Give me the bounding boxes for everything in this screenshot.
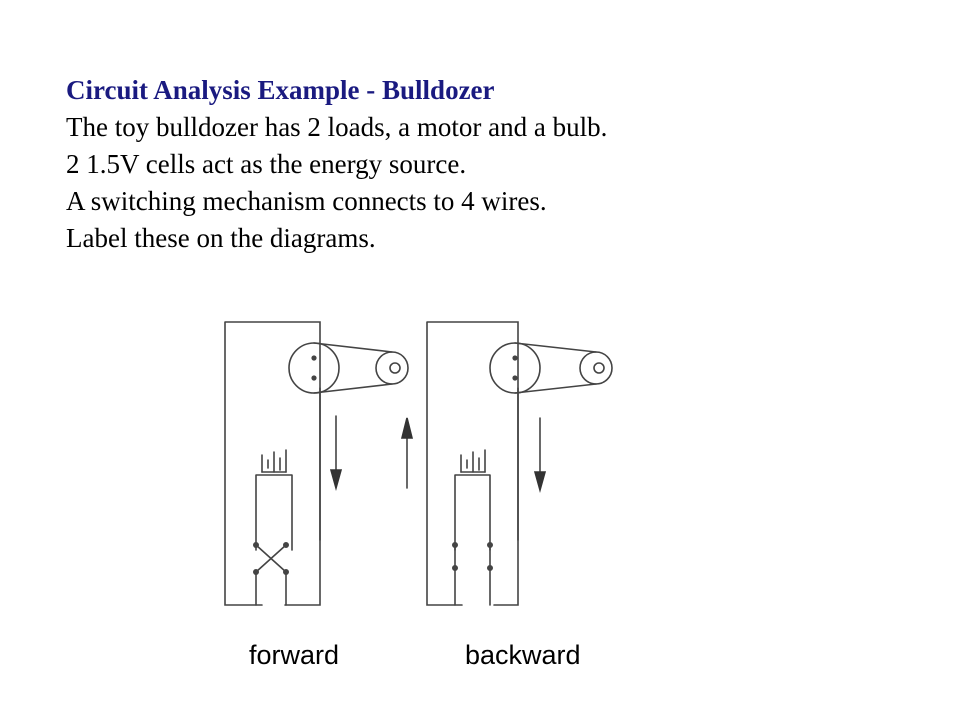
backward-bulb xyxy=(580,352,612,384)
forward-body-outline xyxy=(225,322,320,605)
body-line-1: The toy bulldozer has 2 loads, a motor and a bulb. xyxy=(66,112,608,142)
backward-diagram xyxy=(427,322,612,605)
forward-bulb xyxy=(376,352,408,384)
circuit-diagram xyxy=(200,300,660,630)
forward-battery xyxy=(256,450,292,550)
text-block xyxy=(66,72,607,257)
forward-belt xyxy=(314,343,392,393)
body-line-2: 2 1.5V cells act as the energy source. xyxy=(66,149,467,179)
slide-title: Circuit Analysis Example - Bulldozer xyxy=(66,75,495,105)
body-line-3: A switching mechanism connects to 4 wires. xyxy=(66,186,547,216)
backward-belt xyxy=(515,343,596,393)
caption-backward: backward xyxy=(465,640,581,670)
body-line-4: Label these on the diagrams. xyxy=(66,223,376,253)
backward-straight-wires xyxy=(455,545,490,605)
forward-crossed-wires xyxy=(256,545,286,572)
forward-motor xyxy=(289,343,339,393)
caption-forward: forward xyxy=(249,640,340,670)
backward-motor xyxy=(490,343,540,393)
forward-diagram xyxy=(225,322,412,605)
backward-battery xyxy=(455,450,490,550)
